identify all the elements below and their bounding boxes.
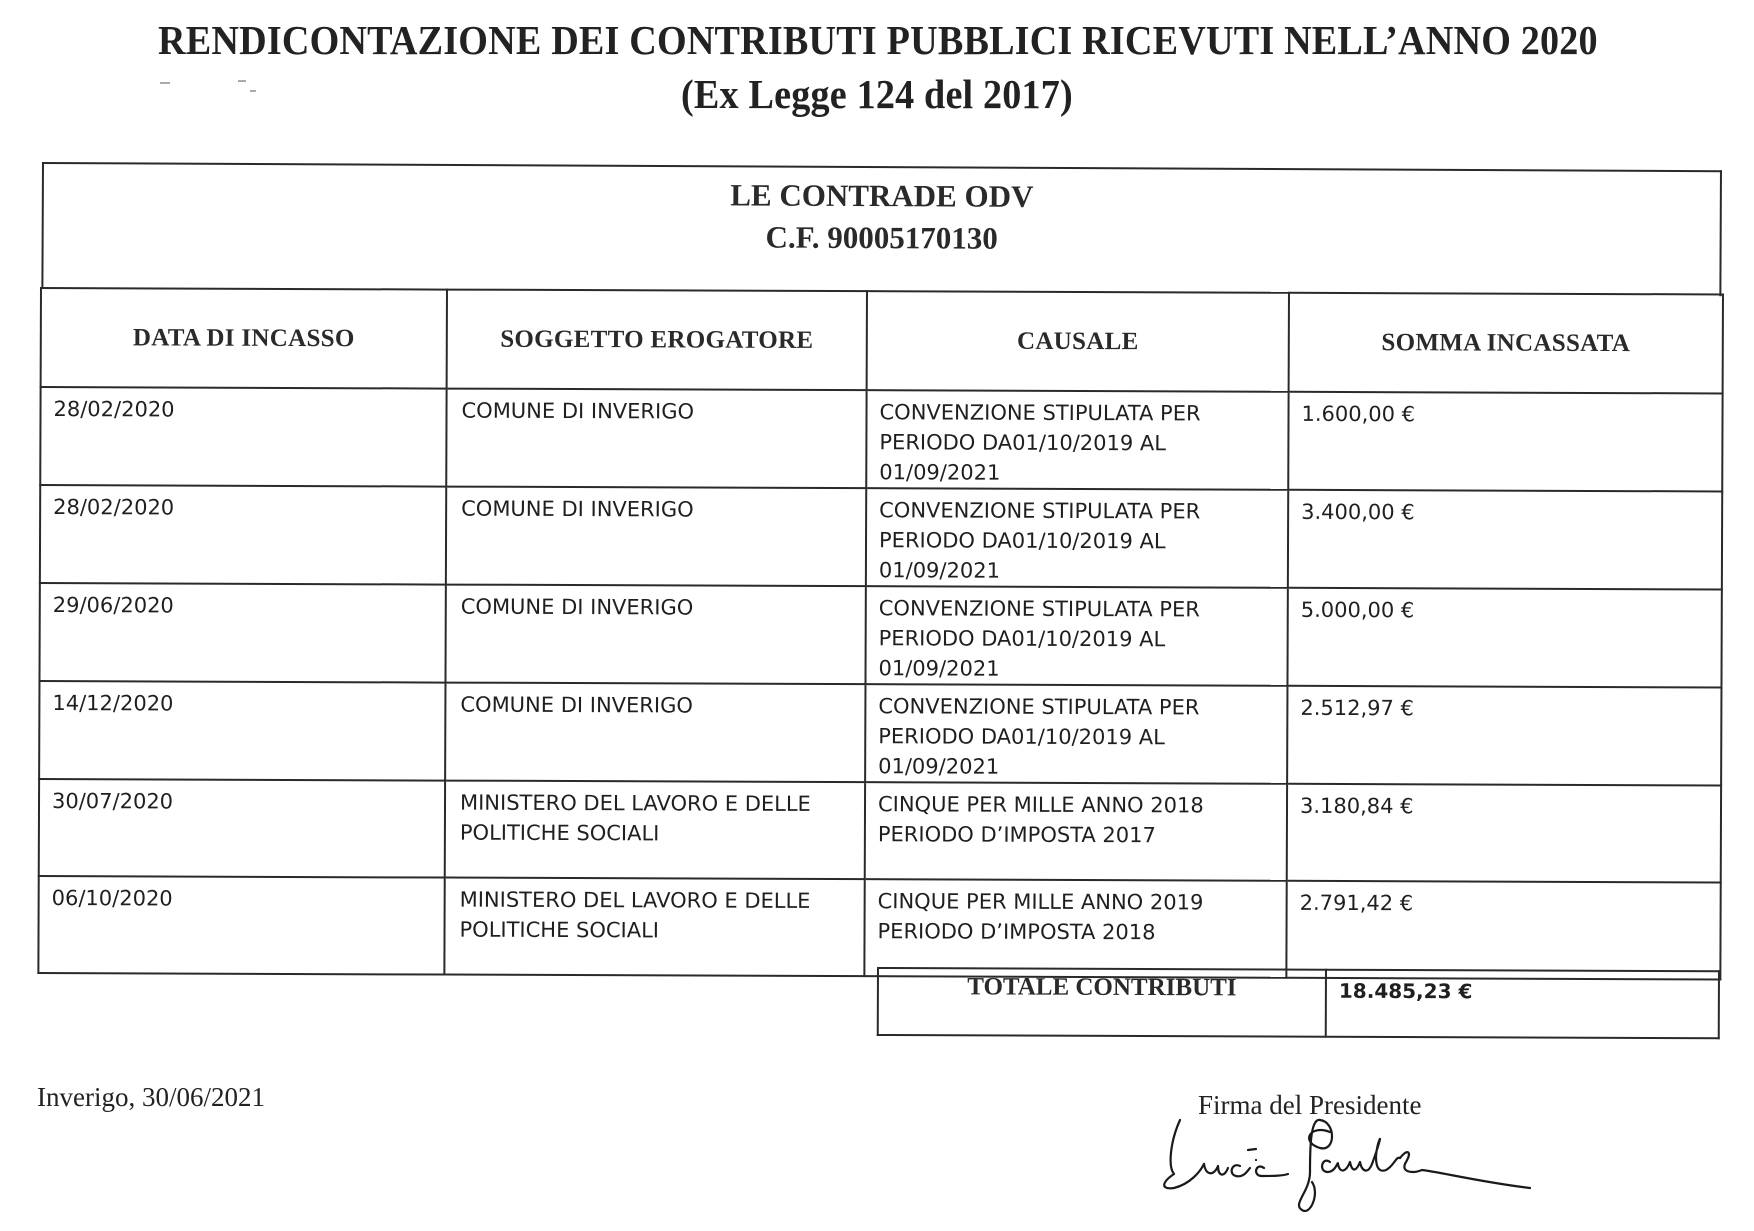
total-table-wrapper xyxy=(877,967,1720,1039)
document-subtitle: (Ex Legge 124 del 2017) xyxy=(681,71,1073,117)
organization-tax-code: C.F. 90005170130 xyxy=(765,219,998,256)
cell-source xyxy=(445,781,865,880)
cell-reason xyxy=(866,390,1288,490)
cell-source-line: MINISTERO DEL LAVORO E DELLE xyxy=(459,790,811,816)
cell-reason-line: CONVENZIONE STIPULATA PER xyxy=(878,694,1200,720)
cell-reason xyxy=(866,488,1288,588)
cell-amount: 3.400,00 € xyxy=(1288,490,1722,590)
cell-reason-line: CONVENZIONE STIPULATA PER xyxy=(879,498,1201,524)
header-date: DATA DI INCASSO xyxy=(41,288,447,389)
table-row xyxy=(38,876,1720,979)
cell-amount: 1.600,00 € xyxy=(1288,392,1722,492)
total-table xyxy=(877,967,1720,1039)
cell-date: 28/02/2020 xyxy=(40,485,446,585)
cell-reason xyxy=(864,879,1286,978)
cell-source xyxy=(446,389,866,489)
cell-reason-line: PERIODO DA01/10/2019 AL xyxy=(879,430,1167,456)
total-value: 18.485,23 € xyxy=(1326,970,1719,1039)
cell-reason-line: CONVENZIONE STIPULATA PER xyxy=(879,400,1201,426)
cell-reason xyxy=(865,684,1287,784)
organization-name: LE CONTRADE ODV xyxy=(730,177,1034,214)
cell-source-line: COMUNE DI INVERIGO xyxy=(460,594,694,620)
cell-source xyxy=(445,683,865,783)
cell-reason-line: 01/09/2021 xyxy=(878,558,1001,583)
contributions-table-wrapper xyxy=(37,287,1724,980)
table-header-row xyxy=(41,288,1723,393)
total-label: TOTALE CONTRIBUTI xyxy=(878,968,1326,1037)
cell-date: 30/07/2020 xyxy=(39,779,445,878)
cell-date: 29/06/2020 xyxy=(39,583,445,683)
cell-reason-line: PERIODO DA01/10/2019 AL xyxy=(878,626,1166,652)
table-row xyxy=(40,387,1722,491)
cell-reason xyxy=(865,782,1287,881)
cell-reason-line: 01/09/2021 xyxy=(878,656,1000,681)
table-row xyxy=(39,583,1721,687)
cell-reason xyxy=(865,586,1287,686)
organization-header xyxy=(41,162,1722,296)
cell-reason-line: 01/09/2021 xyxy=(879,460,1001,485)
cell-source-line: COMUNE DI INVERIGO xyxy=(461,398,695,424)
president-signature xyxy=(1160,1112,1540,1212)
table-row xyxy=(39,681,1721,785)
cell-amount: 2.512,97 € xyxy=(1287,686,1721,786)
cell-reason-line: CONVENZIONE STIPULATA PER xyxy=(878,596,1200,622)
cell-reason-line: PERIODO D’IMPOSTA 2018 xyxy=(877,919,1156,945)
cell-source-line: POLITICHE SOCIALI xyxy=(459,917,660,943)
cell-source xyxy=(446,487,866,587)
cell-reason-line: PERIODO DA01/10/2019 AL xyxy=(878,528,1166,554)
cell-date: 14/12/2020 xyxy=(39,681,445,781)
cell-reason-line: PERIODO DA01/10/2019 AL xyxy=(878,724,1165,750)
cell-source xyxy=(445,585,865,685)
cell-source xyxy=(444,878,864,977)
contributions-table xyxy=(37,287,1724,980)
cell-date: 28/02/2020 xyxy=(40,387,446,487)
cell-source-line: COMUNE DI INVERIGO xyxy=(460,692,693,718)
cell-amount: 3.180,84 € xyxy=(1287,784,1721,883)
signature-label: Firma del Presidente xyxy=(1198,1090,1422,1120)
document-title: RENDICONTAZIONE DEI CONTRIBUTI PUBBLICI RICEVUTI NELL’ANNO 2020 xyxy=(158,17,1598,63)
cell-reason-line: CINQUE PER MILLE ANNO 2018 xyxy=(877,792,1204,818)
cell-date: 06/10/2020 xyxy=(38,876,444,975)
table-row xyxy=(39,779,1721,882)
cell-reason-line: CINQUE PER MILLE ANNO 2019 xyxy=(877,889,1204,915)
cell-reason-line: 01/09/2021 xyxy=(878,754,1000,779)
cell-amount: 2.791,42 € xyxy=(1286,881,1720,980)
table-row xyxy=(40,485,1722,589)
total-row xyxy=(878,968,1719,1038)
scan-artifact xyxy=(160,78,270,98)
header-amount: SOMMA INCASSATA xyxy=(1289,293,1723,394)
header-reason: CAUSALE xyxy=(867,291,1289,392)
cell-amount: 5.000,00 € xyxy=(1287,588,1721,688)
cell-source-line: COMUNE DI INVERIGO xyxy=(461,496,694,522)
header-source: SOGGETTO EROGATORE xyxy=(447,290,867,391)
cell-reason-line: PERIODO D’IMPOSTA 2017 xyxy=(877,822,1156,848)
cell-source-line: POLITICHE SOCIALI xyxy=(459,820,660,846)
cell-source-line: MINISTERO DEL LAVORO E DELLE xyxy=(459,887,811,913)
place-and-date: Inverigo, 30/06/2021 xyxy=(37,1082,265,1112)
